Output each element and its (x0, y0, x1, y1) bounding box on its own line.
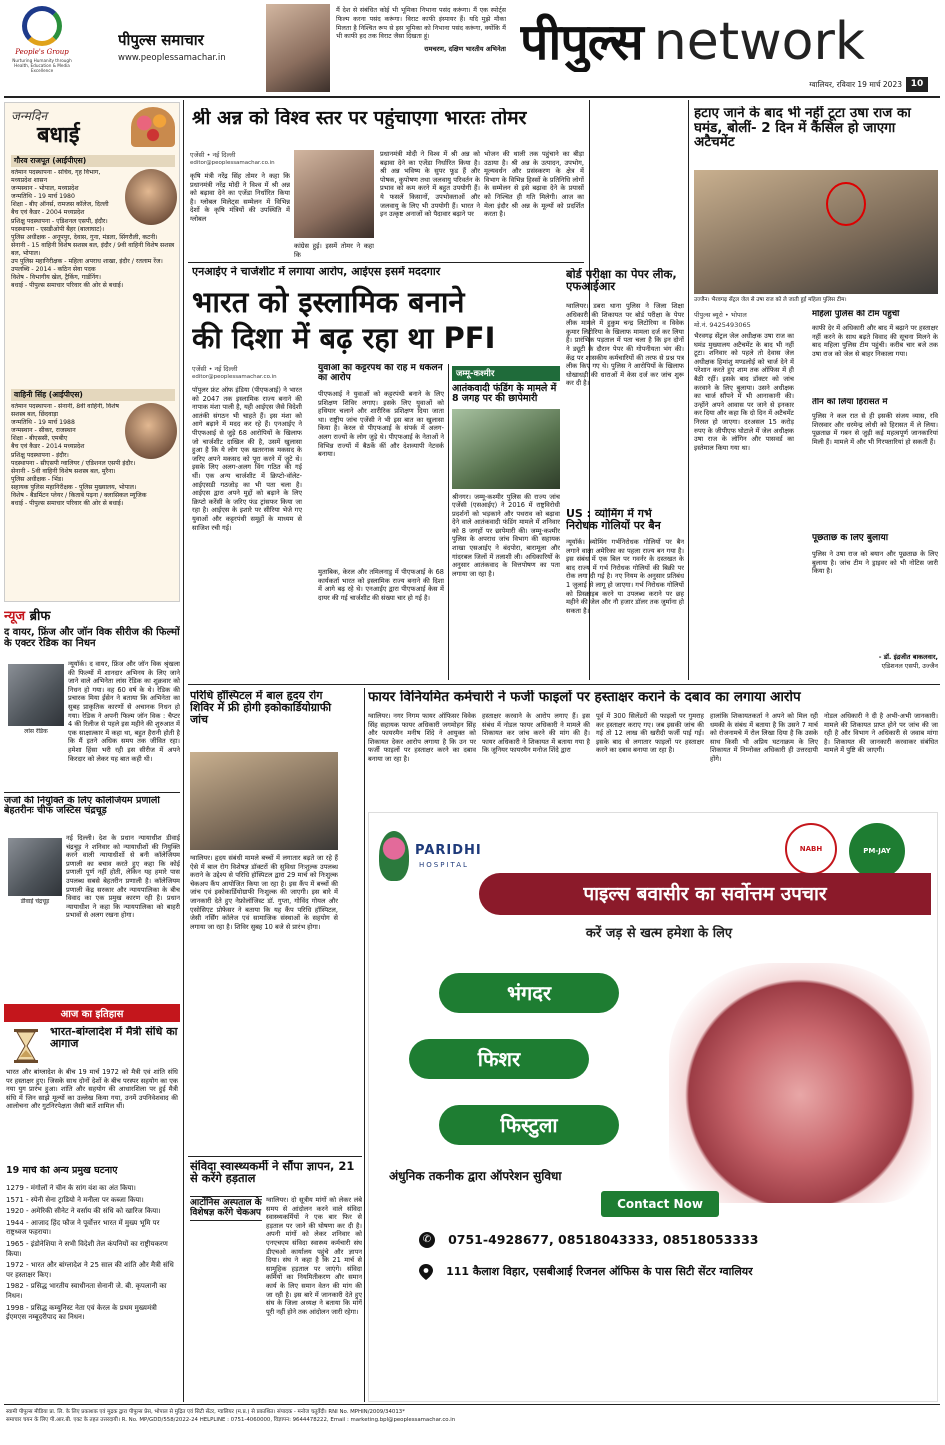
strike-headline[interactable]: संविदा स्वास्थ्यकर्मी ने सौंपा ज्ञापन, 21 से करेंगे हड़ताल (190, 1160, 355, 1185)
pfi-agency: एजेंसी (192, 365, 207, 373)
ad-tagline: करें जड़ से खत्म हमेशा के लिए (585, 926, 733, 941)
history-event: 1972 - भारत और बांग्लादेश ने 25 साल की शांति और मैत्री संधि पर हस्ताक्षर किए। (6, 1261, 174, 1279)
brief1-headline[interactable]: द वायर, फ्रिंज और जॉन विक सीरीज की फिल्मों के एक्टर रेडिक का निधन (4, 627, 180, 649)
ad-modern: अंधुनिक तकनीक द्वारा ऑपरेशन सुविधा (389, 1169, 562, 1183)
history-events (6, 1184, 178, 1398)
jk-photo (452, 409, 560, 489)
pmjay-badge (849, 823, 905, 879)
ad-address: 111 कैलाश विहार, एसबीआई रिजनल ऑफिस के पास सिटी सेंटर ग्वालियर (446, 1265, 753, 1278)
fire-col3: पूर्व में 300 सिलेंडरों की फाइलों पर गुमराह कर हस्ताक्षर कराए गए। जब इसकी जांच की गई तो 12 लाख की खरीदी फर्जी पाई गई। इसके बाद से लगातार फाइलों पर हस्ताक्षर करने का दबाव बनाया जा रहा है। (596, 712, 704, 755)
jk-body: श्रीनगर। जम्मू-कश्मीर पुलिस की राज्य जांच एजेंसी (एसआईए) ने 2016 में राष्ट्रविरोधी प्रदर्शनों को भड़काने और पथराव को बढ़ावा देने वाले आतंकवादी फंडिंग मामले में शनिवार को 8 जगहों पर छापेमारी की। जम्मू-कश्मीर पुलिस के अपराध जांच विभाग की सहायक शाखा एसआईए ने बंदपोरा, बारामूला और गांदरबल जिलों में तलाशी ली। अधिकारियों के अनुसार आतंकवाद के वित्तपोषण का पता लगाया जा रहा है। (452, 492, 560, 578)
paridhi-logo-name: PARIDHI (415, 843, 482, 858)
ad-item2[interactable] (409, 1039, 589, 1079)
masthead-rule (4, 96, 940, 98)
person2-line: शिक्षा - बीएससी, एमबीए (11, 435, 68, 443)
brand-english: network (653, 12, 865, 72)
history-column (4, 1004, 180, 1400)
person2-line: पुलिस अधीक्षक - भिंड। (11, 475, 64, 483)
lead-photo (294, 150, 374, 238)
lead-agency: एजेंसी (190, 151, 205, 159)
ram-charan-photo (266, 4, 330, 92)
footer (6, 1408, 938, 1438)
strike-top-rule (188, 1156, 362, 1157)
ad-banner (479, 873, 931, 915)
flowers-icon (131, 107, 175, 147)
exam-body: ग्वालियर। डबरा थाना पुलिस ने जिला शिक्षा अधिकारी की शिकायत पर बोर्ड परीक्षा के पेपर लीक मामले में हुकुम चन्द्र लिटोरिया व विवेक कुमार लिटोरिया के खिलाफ मामला दर्ज कर लिया है। प्रारंभिक पड़ताल में पता चला है कि इन दोनों ने ड्यूटी के दौरान पेपर की गोपनीयता भंग की। केंद्र पर शासकीय कर्मचारियों की तरफ से प्रश्न पत्र लीक किए गए थे। पुलिस ने आरोपियों के खिलाफ धोखाधड़ी की धाराओं में केस दर्ज कर जांच शुरू कर दी है। (566, 302, 684, 388)
us-body: न्यूयॉर्क। व्योमिंग गर्भनिरोधक गोलियों पर बैन लगाने वाला अमेरिका का पहला राज्य बन गया है। इस संबंध में एक बिल पर गवर्नर के दस्तखत के बाद राज्य में गर्भ निरोधक गोलियों की बिक्री पर रोक लगा दी गई है। नए नियम के अनुसार प्रतिबंध 1 जुलाई से लागू हो जाएगा। गर्भ निरोधक गोलियों को प्रिस्क्राइब करने या उपलब्ध कराने पर छह महीने की जेल और नौ हजार डॉलर तक जुर्माना हो सकता है। (566, 538, 684, 615)
left-column-divider (183, 100, 184, 1402)
person2-name: वाहिनी सिंह (आईपीएस) (11, 389, 175, 401)
paper-small-logo (118, 30, 258, 70)
peoples-group-ring-icon (22, 6, 62, 46)
history-event: 1279 - मंगोलों ने चीन के सांग वंश का अंत किया। (6, 1184, 136, 1192)
ad-item3[interactable] (439, 1105, 619, 1145)
location-pin-icon (419, 1264, 433, 1280)
birthday-title-small: जन्मदिन (11, 109, 48, 123)
person1-line: उप पुलिस महानिरीक्षक - महिला अपराध शाखा, इंदौर / रतलाम रेंज। (11, 258, 163, 266)
lead-col2: प्रधानमंत्री मोदी ने विश्व में श्री अन्न को बढ़ावा देने का एजेंडा निर्धारित किया है। श्री अन्न भविष्य के सुपर फूड हैं और पोषक, कुपोषण तथा जलवायु परिवर्तन के प्रभाव को कम करने में बहुत उपयोगी हैं। ये फसलें किसानों, उपभोक्ताओं और जलवायु के लिए भी उपयोगी हैं। भारत ने इन उत्कृष्ट अनाजों को पैदावार बढ़ाने पर (380, 150, 480, 219)
attachment-side-body3: पुलिस ने उषा राज को बयान और पूछताछ के लिए बुलाया है। जांच टीम ने ड्राइवर को भी नोटिस जारी किया है। (812, 550, 938, 576)
person2-line: सहायक पुलिस महानिरीक्षक - पुलिस मुख्यालय, भोपाल। (11, 483, 137, 491)
brand-hindi: पीपुल्स (520, 13, 643, 71)
attachment-side-head3: पूछताछ के लिए बुलाया (812, 534, 889, 543)
attachment-mobile: मो.नं. 9425493065 (694, 321, 751, 329)
pfi-col1: पॉपुलर फ्रंट ऑफ इंडिया (पीएफआई) ने भारत को 2047 तक इस्लामिक राज्य बनाने की नापाक मंशा पाली है, यही आईएस जैसे विदेशी आतंकी संगठन भी चाहते हैं। इस मंशा को आगे बढ़ाने में मदद कर रहे हैं। एनआईए ने पीएफआई से जुड़े 68 आरोपियों के खिलाफ जो चार्जशीट दाखिल की है, उसमें खुलासा हुआ है कि ये लोग एक खतरनाक मकसद के जरिए अपने मकसद को पूरा करने में जुटे थे। इसके लिए अलग-अलग विंग गठित की गई थीं। एक अन्य चार्जशीट में क्रिप्टो-वॉलेट-आईएसडी गठजोड़ का भी पता चला है। आईएस द्वारा अपने मुद्दों को बढ़ाने के लिए क्रिप्टो करेंसी के जरिए फंड ट्रांसफर किया जा रहा है। आईएस के इशारे पर सीरिया भेजे गए युवाओं और कट्टरपंथी समूहों के माध्यम से साजिश रची गई। (192, 386, 302, 532)
person2-line: प्रशिक्षु पदस्थापना - इंदौर। (11, 451, 69, 459)
nabh-badge-text: NABH (799, 845, 823, 853)
lead-email: editor@peoplessamachar.co.in (190, 160, 275, 166)
mid-page-rule (188, 684, 940, 685)
person1-line: वर्तमान पदस्थापना - सचिव, गृह विभाग, मध्यप्रदेश शासन (11, 169, 101, 185)
masthead (0, 0, 945, 97)
pfi-email: editor@peoplessamachar.co.in (192, 374, 277, 380)
ad-item1-text: भंगदर (506, 981, 552, 1005)
person1-line: पदस्थापना - एसडीओपी बैहर (बालाघाट)। (11, 225, 105, 233)
history-body: भारत और बांग्लादेश के बीच 19 मार्च 1972 को मैत्री एवं शांति संधि पर हस्ताक्षर हुए। जिसके साथ दोनों देशों के बीच परस्पर सहयोग का एक नया युग प्रारंभ हुआ। शांति और सहयोग की आधारशिला पर हुई मैत्री संधि में जिन साझे मूल्यों का उल्लेख किया गया, उनमें उपनिवेशवाद की आलोचना और गुटनिरपेक्षता जैसी बातें शामिल थीं। (6, 1068, 178, 1111)
lead-headline[interactable]: श्री अन्न को विश्व स्तर पर पहुंचाएगा भारतः तोमर (192, 108, 527, 129)
lead-byline: एजेंसी • नई दिल्ली (190, 151, 236, 159)
paridhi-logo-icon (379, 831, 409, 881)
attachment-col1: भैरवगढ़ सेंट्रल जेल अधीक्षक उषा राज का घमंड मुख्यालय अटैचमेंट के बाद भी नहीं टूटा। शनिवार को पहले तो देवास जेल अधीक्षक हिमांशु मण्डलोई को चार्ज देने में परेशान करते हुए शाम तक ऑफिस में ही बैठी रहीं। इसके बाद डॉक्टर को जांच करवाने के लिए बुलाया। उसने अधीक्षक का चार्ज सौंपने में भी आनाकानी की। उन्होंने अपने आवास पर जाने से इनकार कर दिया और कहा कि दो दिन में अटैचमेंट निरस्त हो जाएगा। दरअसल 15 करोड़ रुपए के जीपीएफ घोटाले में जेल अधीक्षक उषा राज के लॉगिन और पासवर्ड का इस्तेमाल किया गया था। (694, 332, 794, 452)
jk-box (452, 366, 560, 678)
pfi-jk-divider (448, 364, 449, 680)
news-brief-label (4, 606, 180, 624)
news-brief-label-b: ब्रीफ (29, 609, 51, 624)
right-section-divider (688, 100, 689, 680)
highlight-circle-icon (826, 182, 866, 226)
ad-item2-text: फिशर (477, 1047, 521, 1071)
ad-phones[interactable]: 0751-4928677, 08518043333, 08518053333 (448, 1232, 759, 1247)
brief2-body: नई दिल्ली। देश के प्रधान न्यायाधीश डीवाई चंद्रचूड़ ने शनिवार को न्यायाधीशों की नियुक्ति करने वाली न्यायाधीशों से बनी कॉलेजियम प्रणाली का बचाव करते हुए कहा कि कोई प्रणाली पूर्ण नहीं होती, लेकिन यह हमारे पास उपलब्ध सबसे बेहतरीन प्रणाली है। कॉलेजियम प्रणाली केंद्र सरकार और न्यायपालिका के बीच विवाद का एक प्रमुख कारण रही है। प्रधान न्यायाधीश ने कहा कि न्यायपालिका को बाहरी प्रभावों से अलग रखना होगा। (66, 834, 180, 920)
hospital-ad-divider (364, 688, 365, 1402)
attachment-byline: पीपुल्स ब्यूरो • भोपाल (694, 311, 747, 319)
person1-line: शिक्षा - बीए ऑनर्स, रामजस कॉलेज, दिल्ली (11, 201, 109, 209)
fire-col4: हालांकि शिकायतकर्ता ने अपने को मिल रही धमकी के संबंध में बताया है कि उसने 7 मार्च को रोजनामचे में रोल लिखा दिया है कि उसके साथ किसी भी अप्रिय घटनाक्रम के लिए शिकायत में निम्नोक्त अधिकारी ही उत्तरदायी होंगे। (710, 712, 818, 763)
brief2-photo (8, 838, 62, 896)
fire-col5: नोडल अधिकारी ने दी है अभी-अभी जानकारी। मामले की शिकायत प्राप्त होने पर जांच की जा रही है और विभाग ने अधिकारी से जवाब मांगा है। शिकायत की जानकारी करवाकर संबंधित मामले में पुष्टि की जाएगी। (824, 712, 938, 755)
person2-line: सेनानी - 5वी वाहिनी विशेष सशस्त्र बल, मुरैना। (11, 467, 116, 475)
jk-label: जम्मू-कश्मीर (452, 366, 560, 381)
attachment-place: भोपाल (730, 311, 747, 319)
history-label: आज का इतिहास (4, 1004, 180, 1022)
page-number: 10 (906, 77, 928, 92)
person2-line: बैच एवं कैडर - 2014 मध्यप्रदेश (11, 443, 85, 451)
lead-col1: कृषि मंत्री नरेंद्र सिंह तोमर ने कहा कि प्रधानमंत्री नरेंद्र मोदी ने विश्व में श्री अन्न को बढ़ावा देने का एजेंडा निर्धारित किया है। ग्लोबल मिलेट्स सम्मेलन में विभिन्न देशों के कृषि मंत्रियों की उपस्थिति में ग्लोबल (190, 172, 290, 223)
quote-author: रामचरण, दक्षिण भारतीय अभिनेता (424, 45, 506, 54)
lead-caption: कांग्रेस हुई। इसमें तोमर ने कहा कि (294, 242, 374, 258)
history-event: 1571 - स्पेनी सेना ट्राडियो ने मनीला पर कब्जा किया। (6, 1195, 144, 1204)
history-event: 1920 - अमेरिकी सीनेट ने वर्साय की संधि को खारिज किया। (6, 1207, 161, 1216)
attachment-headline[interactable]: हटाए जाने के बाद भी नहीं टूटा उषा राज का घमंड, बोलीं- 2 दिन में कैंसिल हो जाएगा अटैचमेंट (694, 106, 911, 150)
exam-headline[interactable]: बोर्ड परीक्षा का पेपर लीक, एफआईआर (566, 268, 677, 293)
attachment-side-head1: महिला पुलिस की टीम पहुंची (812, 310, 900, 319)
attachment-side-body2: पुलिस ने कल रात से ही इसकी संजय व्यास, रवि शिरस्वार और धरमेन्द्र लोधी को हिरासत में ले लिया। पूछताछ में गबन से जुड़ी कई महत्वपूर्ण जानकारियां मिली हैं। मामले में और भी गिरफ्तारियां हो सकती हैं। (812, 412, 938, 446)
footer-line1: स्वामी पीपुल्स मीडिया प्रा. लि. के लिए प्रकाशक एवं मुद्रक द्वारा पीपुल्स प्रेस, भोपाल से मुद्रित एवं सिटी सेंटर, ग्वालियर (म.प्र.) से प्रकाशित। संपादक - मनोज चतुर्वेदी। RNI No. MPHIN/2009/34013* (6, 1409, 405, 1415)
signature-name: - डॉ. इंद्रजीत बाकलवार, (878, 653, 938, 661)
person1-line: जन्मतिथि - 19 मार्च 1980 (11, 193, 75, 201)
attachment-signature (812, 652, 938, 670)
person1-line: बैच एवं कैडर - 2004 मध्यप्रदेश (11, 209, 85, 217)
paper-website[interactable]: www.peoplessamachar.in (118, 53, 226, 63)
nabh-badge (785, 823, 837, 875)
ad-phone-row (419, 1229, 899, 1251)
contact-now-label: Contact Now (617, 1197, 703, 1211)
person1-line: प्रशिक्षु पदस्थापना - एडिशनल एसपी, इंदौर। (11, 217, 108, 225)
news-brief-column (4, 606, 180, 1006)
person2-line: जन्मतिथि - 19 मार्च 1988 (11, 419, 75, 427)
ad-banner-text: पाइल्स बवासीर का सर्वोत्तम उपचार (583, 883, 827, 905)
person1-line: बधाई - पीपुल्स समाचार परिवार की ओर से बधाई। (11, 282, 124, 290)
attachment-caption: उज्जैन। भैरवगढ़ सेंट्रल जेल से उषा राज को ले जाती हुई महिला पुलिस टीम। (694, 297, 847, 303)
peoples-group-name: People's Group (15, 48, 69, 56)
hospital-headline[interactable]: परिधि हॉस्पिटल में बाल हृदय रोग शिविर में फ्री होगी इकोकार्डियोग्राफी जांच (190, 690, 332, 726)
attachment-side-head2: तीन को लिया हिरासत में (812, 398, 888, 407)
strike-body: ग्वालियर। दो सूत्रीय मांगों को लेकर लंबे समय से आंदोलन करने वाले संविदा स्वास्थ्यकर्मियों ने एक बार फिर से हड़ताल पर जाने की घोषणा कर दी है। अपनी मांगों को लेकर शनिवार को एनएचएम संविदा स्वास्थ्य कर्मचारी संघ डीएचओ कार्यालय पहुंचे और ज्ञापन दिया। संघ ने कहा है कि 21 मार्च से सामूहिक हड़ताल पर जाएंगे। संविदा कर्मियों का नियमितीकरण और समान कार्य के लिए समान वेतन की मांग की जा रही है। इस बारे में जानकारी देते हुए संघ के जिला अध्यक्ष ने बताया कि मांगें पूरी नहीं होने तक आंदोलन जारी रहेगा। (266, 1196, 362, 1316)
contact-now-button[interactable] (601, 1191, 719, 1217)
pfi-place: नई दिल्ली (214, 365, 238, 373)
pfi-col2: पीएफआई ने युवाओं को कट्टरपंथी बनाने के लिए प्रशिक्षण शिविर लगाए। इसके लिए युवाओं को हथियार चलाने और शारीरिक प्रशिक्षण दिया जाता था। राष्ट्रीय जांच एजेंसी ने भी इस बात का खुलासा किया है। केरल से पीएफआई के संपर्क में अलग-अलग राज्यों के लोग जुड़े थे। पीएफआई के नेताओं ने विभिन्न राज्यों में बैठकें कीं और देशव्यापी नेटवर्क बनाया। (318, 390, 444, 459)
dateline: ग्वालियर, रविवार 19 मार्च 2023 (809, 80, 902, 89)
person2-line: बधाई - पीपुल्स समाचार परिवार की ओर से बधाई। (11, 500, 124, 508)
us-headline[interactable]: US : व्योमिंग में गर्भ निरोधक गोलियों पर बैन (566, 508, 661, 532)
birthday-title-big: बधाई (37, 123, 80, 148)
person1-lines (11, 169, 175, 405)
footer-line2: समाचार चयन के लिए पी.आर.बी. एक्ट के तहत उत्तरदायी। R. No. MP/GDD/558/2022-24 HELPLINE : 0751-4060000, विज्ञापन: 9644478222, Email : marketing.bpl@peoplessamachar.co.in (6, 1417, 456, 1423)
history-event: 1982 - प्रसिद्ध भारतीय स्वाधीनता सेनानी जे. बी. कृपलानी का निधन। (6, 1282, 167, 1300)
pfi-headline-line2: की दिशा में बढ़ रहा था PFI (192, 321, 496, 355)
history-event: 1998 - प्रसिद्ध कम्युनिस्ट नेता एवं केरल के प्रथम मुख्यमंत्री ईएमएस नम्बूदरीपाद का निधन। (6, 1303, 157, 1322)
birthday-title (11, 107, 131, 151)
phone-icon: ✆ (419, 1232, 435, 1248)
pfi-headline[interactable] (192, 284, 584, 356)
fire-col2: हस्ताक्षर करवाने के आरोप लगाए हैं। इस संबंध में नोडल फायर अधिकारी ने मामले की शिकायत कर जांच करने की मांग की है। फायर अधिकारी ने शिकायत में बताया गया है कि जूनियर फायरमैन मनोज शिंदे द्वारा (482, 712, 590, 755)
paridhi-ad[interactable] (368, 812, 938, 1402)
pfi-byline: एजेंसी • नई दिल्ली (192, 365, 238, 373)
lead-col3: भोजन की थाली तक पहुंचाने का बीड़ा उठाया है। श्री अन्न के उत्पादन, उपभोग, मूल्यवर्धन और प्रसंस्करण के क्षेत्र में विभाग के विभिन्न हिस्सों के प्रतिनिधि लोगों के सम्मेलन से इसे बढ़ावा देने के प्रयासों को निश्चित ही गति मिलेगी। आज का मेला इंदौर श्री अन्न के मूल्यों को प्रदर्शित करता है। (484, 150, 584, 219)
hospital-photo (190, 752, 338, 850)
brand-logo (520, 6, 930, 72)
person2-line: पदस्थापना - सीएसपी ग्वालियर / एडिशनल एसपी इंदौर। (11, 459, 136, 467)
person2-line: जन्मस्थान - सीकर, राजस्थान (11, 427, 76, 435)
jk-headline[interactable]: आतंकवादी फंडिंग के मामले में 8 जगह पर की छापेमारी (452, 383, 557, 405)
lead-rule (188, 262, 584, 263)
pfi-headline-line1: भारत को इस्लामिक बनाने (192, 285, 465, 319)
hospital-body: ग्वालियर। हृदय संबंधी मामले बच्चों में लगातार बढ़ते जा रहे हैं ऐसे में बाल रोग विशेषज्ञ डॉक्टरों की सुविधा निःशुल्क उपलब्ध कराने के उद्देश्य से परिधि हॉस्पिटल द्वारा 29 मार्च को निःशुल्क चेकअप कैंप आयोजित किया जा रहा है। इस कैंप में बच्चों की जांच एवं इकोकार्डियोग्राफी निःशुल्क की जाएगी। इस बारे में जानकारी देते हुए नेफ्रोलॉजिस्ट डॉ. गुप्ता, गोविंद गोयल और एसोसिएट प्रोफेसर ने बताया कि यह कैंप परिधि हॉस्पिटल, जेसी नर्सिंग कॉलेज एवं सामाजिक संस्थाओं के सहयोग से लगाया जा रहा है। शिविर सुबह 10 बजे से प्रारंभ होगा। (190, 854, 338, 931)
person2-lines (11, 403, 175, 599)
strike-inset-head: आर्टोनिस अस्पताल के विशेषज्ञ करेंगे चेकअप (190, 1196, 262, 1221)
brief1-body: न्यूयॉर्क। द वायर, फ्रिंज और जॉन विक श्रृंखला की फिल्मों में शानदार अभिनय के लिए जाने जाने वाले अभिनेता लांस रेडिक का शुक्रवार को निधन हो गया। वह 60 वर्ष के थे। रेडिक की प्रचारक मिया ईसेन ने बताया कि अभिनेता का सुबह प्राकृतिक कारणों से अचानक निधन हो गया। रेडिक ने अपनी फिल्म जॉन विक : चैप्टर 4 की रिलीज से पहले इस महीने की शुरुआत में एक साक्षात्कार में कहा था, बहुत हैरानी होती है कि मैं इतने अधिक समय तक जीवित रहा। हमेशा हिंसा भरी रही इस सीरीज में अपने किरदार को लेकर यह बात कही थी। (68, 660, 180, 763)
brief1-photo (8, 664, 64, 726)
pmjay-badge-text: PM-JAY (863, 847, 891, 855)
anatomy-illustration (669, 963, 931, 1203)
brief-divider (4, 792, 180, 793)
ad-address-row (419, 1261, 929, 1283)
person2-line: वर्तमान पदस्थापना - सेनानी, 8वी वाहिनी, विशेष सशस्त्र बल, छिंदवाड़ा (11, 403, 119, 419)
person2-line: विशेष - बैडमिंटन प्लेयर / किताबें पढ़ना / क्लासिकल म्यूजिक (11, 492, 147, 500)
pfi-col3: मुताबिक, केरल और तमिलनाडु में पीएफआई के 68 कार्यकर्ता भारत को इस्लामिक राज्य बनाने की दिशा में आगे बढ़ रहे थे। एनआईए द्वारा पीएफआई केस में दायर की गई चार्जशीट की संख्या चार हो गई है। (318, 568, 444, 602)
person1-line: विशेष - विभागीय खेल, ट्रैकिंग, गार्डनिंग। (11, 274, 101, 282)
attachment-photo (694, 170, 938, 294)
person1-line: पुलिस अधीक्षक - अनूपपुर, देवास, गुना, मंडला, सिंगरौली, कटनी। (11, 233, 158, 241)
brief1-caption: लांस रेडिक (24, 728, 48, 735)
signature-role: एडिशनल एसपी, उज्जैन (881, 662, 938, 670)
news-brief-label-a: न्यूज (4, 609, 26, 624)
lead-place: नई दिल्ली (212, 151, 236, 159)
peoples-group-tagline: Nurturing Humanity through Health, Education & Media Excellence (12, 58, 72, 74)
person1-line: उपलब्धि - 2014 - कठिन सेवा पदक (11, 266, 96, 274)
history-event: 1965 - इंडोनेशिया ने सभी विदेशी तेल कंपनियों का राष्ट्रीयकरण किया। (6, 1239, 168, 1258)
history-event: 1944 - आजाद हिंद फौज ने पूर्वोत्तर भारत में मुख्य भूमि पर राष्ट्रध्वज फहराया। (6, 1218, 160, 1237)
peoples-group-logo (8, 4, 76, 92)
paridhi-logo-sub: HOSPITAL (419, 861, 469, 869)
person1-line: सेनानी - 15 वाहिनी विशेष सशस्त्र बल, इंदौर / 9वी वाहिनी विशेष सशस्त्र बल, भोपाल। (11, 241, 175, 257)
ad-item3-text: फिस्टुला (500, 1113, 558, 1137)
quote-box (336, 6, 506, 94)
birthday-column (4, 102, 180, 602)
pfi-col2-head: युवाओं को कट्टरपंथ की राह में धकेलने का आरोप (318, 364, 443, 383)
person1-name: गौरव राजपूत (आईपीएस) (11, 155, 175, 167)
footer-rule (4, 1404, 940, 1405)
brief2-headline[interactable]: जजों की नियुक्ति के लिए कॉलेजियम प्रणाली बेहतरीनः चीफ जस्टिस चंद्रचूड़ (4, 796, 160, 817)
ad-item1[interactable] (439, 973, 619, 1013)
quote-text: मैं देश से संबंधित कोई भी भूमिका निभाना पसंद करूंगा। मैं एक स्पोर्ट्स फिल्म करना पसंद करूंगा। विराट काफी इंस्पायर हैं। यदि मुझे मौका मिलता है निश्चित रूप से इस भूमिका को निभाना पसंद करूंगा, क्योंकि मैं भी काफी हद तक विराट जैसा दिखता हूं। (336, 6, 506, 41)
attachment-side-body1: काफी देर में अधिकारी और बाद में बढ़ाने पर हस्ताक्षर नहीं करने के साथ बढ़ते विवाद की सूचना मिलने के बाद महिला पुलिस टीम पहुंची। करीब चार बजे तक उषा राज को जेल से बाहर निकाला गया। (812, 324, 938, 358)
fire-col1: ग्वालियर। नगर निगम फायर ऑफिसर विवेक सिंह सहायक फायर अधिकारी जगमोहन सिंह और फायरमैन मनीष शिंदे ने आयुक्त को शिकायत देकर आरोप लगाया है कि उन पर फर्जी फाइलों पर हस्ताक्षर करने का दबाव बनाया जा रहा है। (368, 712, 476, 763)
history-title[interactable]: भारत-बांग्लादेश में मैत्री संधि का आगाज (50, 1026, 178, 1050)
fire-headline[interactable]: फायर विनियमित कर्मचारी ने फर्जी फाइलों पर हस्ताक्षर कराने के दबाव का लगाया आरोप (368, 690, 801, 705)
history-events-title: 19 मार्च की अन्य प्रमुख घटनाएं (6, 1166, 118, 1176)
attachment-bureau: पीपुल्स ब्यूरो (694, 311, 723, 319)
pfi-kicker: एनआईए ने चार्जशीट में लगाया आरोप, आईएस इसमें मददगार (192, 266, 441, 278)
brief2-caption: डीवाई चंद्रचूड़ (20, 898, 50, 905)
hourglass-icon (6, 1026, 46, 1066)
paper-small-title: पीपुल्स समाचार (118, 31, 204, 49)
person1-line: जन्मस्थान - भोपाल, मध्यप्रदेश (11, 185, 79, 193)
